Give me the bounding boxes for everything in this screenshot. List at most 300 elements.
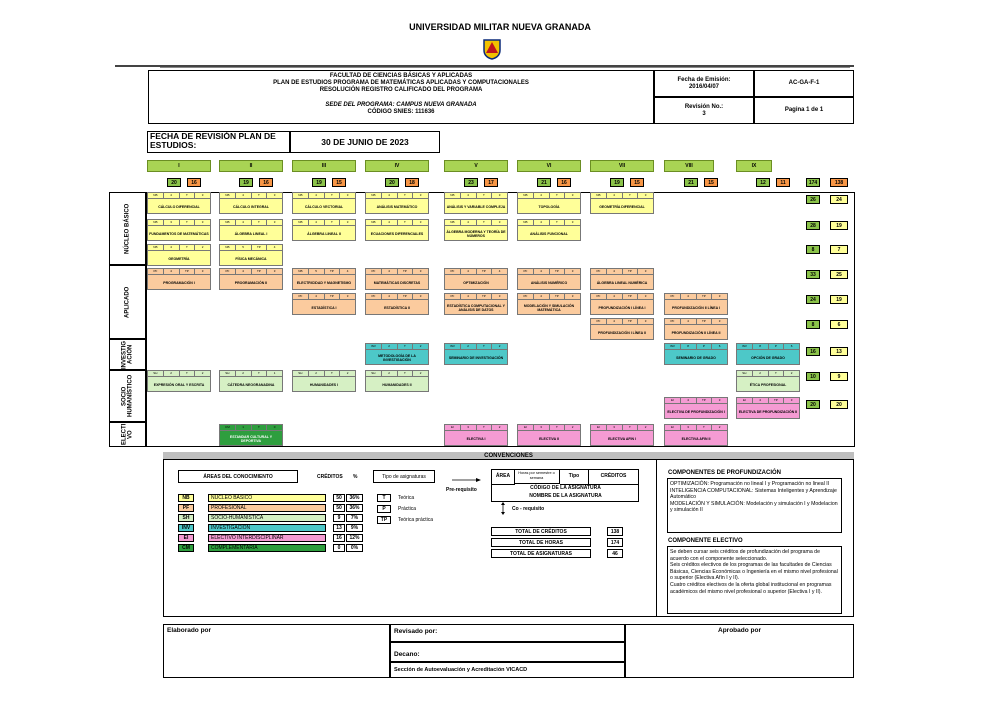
legend-box [491, 469, 639, 502]
semester-header: IX [736, 160, 772, 172]
tipo-code-tag: P [377, 505, 391, 513]
course-code-cell: T [623, 193, 639, 198]
course-card [147, 370, 211, 392]
row-total-hours: 8 [806, 320, 820, 329]
course-code-cell: CM [220, 425, 236, 430]
course-code-cell: 1 [273, 371, 276, 375]
course-code-cell: 4 [382, 193, 398, 198]
course-code-cell: T [252, 193, 268, 198]
course-code-cell: T [398, 193, 414, 198]
course-code-cell: 4 [534, 193, 550, 198]
course-code-cell: TP [623, 294, 639, 299]
tipo-code-tag: T [377, 494, 391, 502]
course-code-cell: 2 [236, 371, 252, 376]
course-code-cell: 4 [534, 220, 550, 225]
area-credits: 9 [333, 514, 345, 522]
course-card [292, 370, 356, 392]
course-code-cell: T [180, 220, 196, 225]
course-code-cell: TP [550, 269, 566, 274]
course-card [147, 244, 211, 266]
course-name: ESTANDAR CULTURAL Y DEPORTIVA [229, 435, 273, 443]
course-code-cell: T [180, 245, 196, 250]
course-name: CÁLCULO VECTORIAL [304, 205, 344, 209]
course-code-cell: TP [623, 319, 639, 324]
course-code-cell: TP [623, 269, 639, 274]
course-card [365, 293, 429, 315]
semester-hours: 19 [610, 178, 624, 187]
course-code-cell: TP [697, 398, 713, 403]
area-label: NÚCLEO BÁSICO [109, 192, 146, 265]
course-card [736, 370, 800, 392]
course-card [664, 318, 728, 340]
semester-credits: 15 [704, 178, 718, 187]
revision-cell [654, 97, 754, 124]
course-code-cell: T [398, 220, 414, 225]
course-code-cell: 4 [607, 193, 623, 198]
course-code-cell: 4 [309, 193, 325, 198]
course-code-cell: 8 [681, 344, 697, 349]
course-card [444, 268, 508, 290]
course-code-cell: 4 [534, 269, 550, 274]
grand-total-credits: 138 [830, 178, 848, 187]
course-name: ANÁLISIS NUMÉRICO [530, 281, 568, 285]
coreq-arrow-icon [500, 502, 506, 515]
area-pct: 7% [346, 514, 363, 522]
course-name: ÉTICA PROFESIONAL [749, 383, 787, 387]
pct-header: % [353, 474, 358, 480]
area-pct: 36% [346, 504, 363, 512]
course-code-cell: T [477, 220, 493, 225]
course-code-cell: T [477, 425, 493, 430]
course-code-cell: 3 [644, 193, 647, 197]
course-code-cell: T [252, 425, 268, 430]
course-name: ELECTRICIDAD Y MAGNETISMO [296, 281, 352, 285]
course-code-cell: 3 [571, 269, 574, 273]
course-card [147, 268, 211, 290]
area-credits: 16 [333, 534, 345, 542]
course-code-cell: 2 [382, 344, 398, 349]
electivo-line: Cuatro créditos electivos de la oferta global institucional en programas académicos del mismo nivel profesional o superior (Electiva I y II). [670, 581, 832, 595]
row-total-hours: 20 [806, 400, 820, 409]
electivo-line: Se deben cursar seis créditos de profundización del programa de acuerdo con el componente seleccionado. [670, 549, 820, 562]
course-code-cell: 4 [273, 245, 276, 249]
seccion-cell [390, 662, 625, 678]
course-code-cell: 4 [164, 245, 180, 250]
header-rule-thin [160, 67, 850, 68]
prereq-arrow-icon [452, 477, 482, 483]
course-code-cell: NB [518, 220, 534, 225]
course-card [292, 192, 356, 214]
course-code-cell: 3 [201, 193, 204, 197]
course-code-cell: NB [148, 245, 164, 250]
course-code-cell: TP [477, 294, 493, 299]
row-total-credits: 7 [830, 245, 848, 254]
course-code-cell: 4 [164, 269, 180, 274]
course-code-cell: 4 [461, 294, 477, 299]
course-code-cell: TP [477, 269, 493, 274]
semester-hours: 23 [464, 178, 478, 187]
profundizacion-line: INTELIGENCIA COMPUTACIONAL: Sistemas Inteligentes y Aprendizaje Automático [670, 487, 837, 501]
course-name: ELECTIVA AFIN I [608, 437, 636, 441]
course-code-cell: 2 [346, 371, 349, 375]
doc-code: AC-GA-F-1 [754, 70, 854, 97]
course-code-cell: 4 [607, 319, 623, 324]
total-label: TOTAL DE HORAS [491, 538, 591, 547]
revision-value: 3 [702, 110, 706, 117]
area-credits: 50 [333, 504, 345, 512]
course-name: ELECTIVA I [466, 437, 486, 441]
tipo-name: Teórica práctica [398, 517, 434, 523]
course-code-cell: T [769, 371, 785, 376]
elaborado-label: Elaborado por [167, 627, 212, 634]
course-name: PROFUNDIZACIÓN II LÍNEA I [672, 306, 720, 310]
university-logo-icon [482, 38, 502, 60]
row-total-hours: 8 [806, 245, 820, 254]
area-name: SOCIO-HUMANÍSTICA [208, 514, 326, 522]
semester-hours: 21 [684, 178, 698, 187]
decano-cell [390, 642, 625, 662]
snies: CÓDIGO SNIES: 111636 [367, 109, 435, 115]
course-code-cell: T [477, 344, 493, 349]
semester-header: II [219, 160, 283, 172]
course-code-cell: NB [445, 193, 461, 198]
total-label: TOTAL DE CRÉDITOS [491, 527, 591, 536]
area-label: APLICADO [109, 265, 146, 339]
area-code-tag: NB [178, 494, 194, 502]
course-card [736, 397, 800, 419]
course-code-cell: 3 [644, 319, 647, 323]
course-code-cell: SH [366, 371, 382, 376]
revision-date-label: FECHA DE REVISIÓN PLAN DE ESTUDIOS: [147, 131, 290, 153]
course-code-cell: PF [366, 294, 382, 299]
course-code-cell: TP [325, 269, 341, 274]
course-name: ANÁLISIS Y VARIABLE COMPLEJA [446, 205, 506, 209]
course-code-cell: PF [665, 319, 681, 324]
course-code-cell: PF [220, 269, 236, 274]
revision-label: Revisión No.: [684, 103, 724, 110]
course-code-cell: 4 [382, 220, 398, 225]
course-code-cell: 3 [419, 269, 422, 273]
course-code-cell: 3 [498, 294, 501, 298]
coreq-label: Co - requisito [512, 506, 545, 512]
course-code-cell: 3 [201, 220, 204, 224]
course-name: EXPRESIÓN ORAL Y ESCRITA [153, 383, 205, 387]
course-name: MODELACIÓN Y SIMULACIÓN MATEMÁTICA [523, 304, 575, 312]
area-credits: 0 [333, 544, 345, 552]
course-code-cell: T [325, 371, 341, 376]
course-code-cell: SH [293, 371, 309, 376]
revision-date-value: 30 DE JUNIO DE 2023 [290, 131, 440, 153]
course-code-cell: 2 [201, 371, 204, 375]
course-code-cell: PF [591, 269, 607, 274]
course-name: HUMANIDADES I [309, 383, 339, 387]
course-code-cell: 3 [571, 193, 574, 197]
faculty-header [148, 70, 654, 124]
course-code-cell: NB [445, 220, 461, 225]
row-total-hours: 26 [806, 195, 820, 204]
course-code-cell: T [697, 425, 713, 430]
course-card [219, 424, 283, 446]
course-code-cell: 3 [681, 425, 697, 430]
profundizacion-box [667, 478, 842, 533]
decano-label: Decano: [394, 651, 420, 658]
course-code-cell: 4 [236, 220, 252, 225]
course-name: ÁLGEBRA MODERNA Y TEORÍA DE NÚMEROS [446, 230, 506, 238]
total-value: 174 [607, 538, 623, 547]
course-card [664, 397, 728, 419]
course-card [590, 268, 654, 290]
course-code-cell: 4 [461, 193, 477, 198]
course-code-cell: 2 [382, 371, 398, 376]
area-name: INVESTIGACIÓN [208, 524, 326, 532]
course-code-cell: TP [550, 294, 566, 299]
semester-header: VIII [664, 160, 714, 172]
course-code-cell: 4 [753, 398, 769, 403]
course-card [517, 268, 581, 290]
revisado-cell [390, 624, 625, 642]
aprobado-label: Aprobado por [718, 627, 761, 634]
course-code-cell: NB [518, 193, 534, 198]
course-code-cell: 3 [607, 425, 623, 430]
creditos-header: CRÉDITOS [317, 474, 343, 480]
sede: SEDE DEL PROGRAMA: CAMPUS NUEVA GRANADA [325, 102, 477, 108]
area-code-tag: EI [178, 534, 194, 542]
course-code-cell: 3 [346, 220, 349, 224]
course-name: ELECTIVA AFIN II [681, 437, 711, 441]
course-name: METODOLOGÍA DE LA INVESTIGACIÓN [378, 354, 416, 362]
course-card [664, 424, 728, 446]
conventions-title: CONVENCIONES [163, 452, 854, 460]
course-card [517, 192, 581, 214]
area-pct: 12% [346, 534, 363, 542]
semester-credits: 16 [557, 178, 571, 187]
course-code-cell: 3 [346, 294, 349, 298]
course-code-cell: 3 [790, 398, 793, 402]
course-name: SEMINARIO DE GRADO [676, 356, 716, 360]
course-code-cell: PF [665, 294, 681, 299]
area-code-tag: INV [178, 524, 194, 532]
course-card [444, 219, 508, 241]
course-code-cell: 4 [498, 269, 501, 273]
semester-hours: 20 [167, 178, 181, 187]
faculty-line2: PLAN DE ESTUDIOS PROGRAMA DE MATEMÁTICAS APLICADAS Y COMPUTACIONALES [273, 80, 529, 86]
course-name: ELECTIVA DE PROFUNDIZACIÓN II [738, 410, 798, 414]
course-code-cell: T [252, 371, 268, 376]
course-card [590, 424, 654, 446]
course-code-cell: 2 [419, 344, 422, 348]
row-total-hours: 16 [806, 347, 820, 356]
semester-credits: 17 [484, 178, 498, 187]
course-code-cell: 3 [498, 193, 501, 197]
course-card [517, 424, 581, 446]
course-code-cell: INV [445, 344, 461, 349]
total-value: 138 [607, 527, 623, 536]
electivo-line: Seis créditos electivos de los programas de las facultades de Ciencias Básicas, Ciencias Económicas o Ingeniería en el mismo nivel profesional o superior (Electiva Afín I y II). [670, 562, 838, 582]
course-code-cell: 3 [273, 193, 276, 197]
course-code-cell: 3 [201, 269, 204, 273]
course-code-cell: 4 [164, 193, 180, 198]
course-code-cell: T [398, 371, 414, 376]
course-code-cell: 3 [273, 220, 276, 224]
tipo-name: Teórica [398, 495, 415, 501]
course-code-cell: 3 [534, 425, 550, 430]
course-code-cell: 4 [461, 269, 477, 274]
course-code-cell: 2 [419, 371, 422, 375]
course-code-cell: T [325, 220, 341, 225]
row-total-credits: 20 [830, 400, 848, 409]
course-card [590, 192, 654, 214]
course-code-cell: 2 [718, 425, 721, 429]
course-code-cell: 4 [681, 294, 697, 299]
row-total-credits: 24 [830, 195, 848, 204]
course-code-cell: 6 [718, 344, 721, 348]
course-name: HUMANIDADES II [382, 383, 412, 387]
area-code-tag: CM [178, 544, 194, 552]
course-name: ANÁLISIS FUNCIONAL [530, 232, 568, 236]
course-code-cell: 4 [382, 269, 398, 274]
course-card [219, 268, 283, 290]
course-code-cell: 2 [498, 425, 501, 429]
course-card [219, 192, 283, 214]
course-code-cell: 8 [753, 344, 769, 349]
area-name: ELECTIVO INTERDISCIPLINAR [208, 534, 326, 542]
course-code-cell: 4 [681, 319, 697, 324]
course-card [219, 219, 283, 241]
course-code-cell: EI [518, 425, 534, 430]
area-pct: 36% [346, 494, 363, 502]
semester-header: I [147, 160, 211, 172]
revisado-label: Revisado por: [394, 628, 438, 635]
course-code-cell: 3 [498, 220, 501, 224]
course-code-cell: 4 [346, 269, 349, 273]
profundizacion-line: OPTIMIZACIÓN: Programación no lineal I y Programación no lineal II [670, 481, 830, 487]
course-code-cell: 4 [236, 269, 252, 274]
course-code-cell: PF [445, 294, 461, 299]
areas-header: ÁREAS DEL CONOCIMIENTO [178, 470, 298, 483]
course-code-cell: 4 [681, 398, 697, 403]
course-code-cell: TP [697, 319, 713, 324]
course-code-cell: 3 [571, 220, 574, 224]
course-card [590, 318, 654, 340]
course-code-cell: T [550, 193, 566, 198]
course-code-cell: EI [665, 398, 681, 403]
course-code-cell: 3 [644, 294, 647, 298]
course-code-cell: INV [366, 344, 382, 349]
course-code-cell: 4 [607, 294, 623, 299]
course-name: ECUACIONES DIFERENCIALES [370, 232, 424, 236]
course-code-cell: TP [252, 269, 268, 274]
course-card [590, 293, 654, 315]
course-code-cell: NB [148, 193, 164, 198]
course-code-cell: SH [148, 371, 164, 376]
course-code-cell: 2 [753, 371, 769, 376]
course-name: ÁLGEBRA LINEAL I [234, 232, 268, 236]
course-card [664, 293, 728, 315]
tipo-header: Tipo de asignaturas [373, 470, 435, 483]
course-card [292, 268, 356, 290]
course-name: GEOMETRÍA DIFERENCIAL [599, 205, 645, 209]
course-code-cell: 3 [718, 319, 721, 323]
row-total-credits: 9 [830, 372, 848, 381]
electivo-title: COMPONENTE ELECTIVO [668, 538, 743, 544]
course-code-cell: NB [591, 193, 607, 198]
course-card [147, 219, 211, 241]
course-code-cell: 3 [461, 425, 477, 430]
semester-credits: 18 [405, 178, 419, 187]
course-name: ELECTIVA II [539, 437, 559, 441]
course-name: OPTIMIZACIÓN [463, 281, 489, 285]
area-name: NÚCLEO BÁSICO [208, 494, 326, 502]
area-code-tag: PF [178, 504, 194, 512]
course-name: PROFUNDIZACIÓN I LÍNEA I [598, 306, 646, 310]
faculty-line1: FACULTAD DE CIENCIAS BÁSICAS Y APLICADAS [329, 73, 473, 79]
course-code-cell: 3 [273, 269, 276, 273]
course-code-cell: EI [445, 425, 461, 430]
course-code-cell: 3 [419, 193, 422, 197]
fecha-emision-cell [654, 70, 754, 97]
course-code-cell: 2 [164, 371, 180, 376]
course-name: ÁLGEBRA LINEAL NUMÉRICA [596, 281, 648, 285]
course-code-cell: PF [518, 269, 534, 274]
legend-area: ÁREA [492, 470, 515, 485]
semester-header: VII [590, 160, 654, 172]
seccion-label: Sección de Autoevaluación y Acreditación VICACD [394, 667, 528, 673]
course-name: FÍSICA MECÁNICA [235, 257, 267, 261]
course-code-cell: NB [220, 220, 236, 225]
area-credits: 50 [333, 494, 345, 502]
course-code-cell: T [325, 193, 341, 198]
fecha-emision-value: 2016/04/07 [688, 83, 719, 90]
course-code-cell: 5 [309, 269, 325, 274]
course-card [219, 370, 283, 392]
course-name: PROGRAMACIÓN I [163, 281, 195, 285]
course-card [444, 192, 508, 214]
course-code-cell: 3 [718, 398, 721, 402]
course-code-cell: NB [366, 193, 382, 198]
course-name: ANÁLISIS MATEMÁTICO [376, 205, 418, 209]
course-code-cell: 3 [571, 294, 574, 298]
semester-credits: 16 [259, 178, 273, 187]
semester-hours: 21 [537, 178, 551, 187]
course-code-cell: 3 [419, 220, 422, 224]
course-code-cell: 2 [498, 344, 501, 348]
course-card [365, 192, 429, 214]
course-code-cell: T [252, 220, 268, 225]
course-code-cell: 4 [309, 220, 325, 225]
course-code-cell: INV [737, 344, 753, 349]
course-code-cell: PF [148, 269, 164, 274]
area-name: PROFESIONAL [208, 504, 326, 512]
course-card [444, 293, 508, 315]
course-code-cell: T [550, 425, 566, 430]
course-name: GEOMETRÍA [168, 257, 190, 261]
row-total-credits: 13 [830, 347, 848, 356]
course-code-cell: 4 [309, 294, 325, 299]
course-code-cell: TP [769, 398, 785, 403]
course-code-cell: T [398, 344, 414, 349]
course-card [444, 424, 508, 446]
course-code-cell: TP [398, 269, 414, 274]
area-label: ELECTI VO [109, 422, 146, 447]
course-code-cell: T [180, 371, 196, 376]
course-name: PROFUNDIZACIÓN II LÍNEA II [671, 331, 721, 335]
course-name: ESTADÍSTICA I [311, 306, 337, 310]
profundizacion-line: MODELACIÓN Y SIMULACIÓN: Modelación y simulación I y Modelacion y simulación II [670, 500, 838, 514]
course-code-cell: P [769, 344, 785, 349]
course-code-cell: PF [591, 319, 607, 324]
course-code-cell: 3 [718, 294, 721, 298]
course-code-cell: PF [518, 294, 534, 299]
